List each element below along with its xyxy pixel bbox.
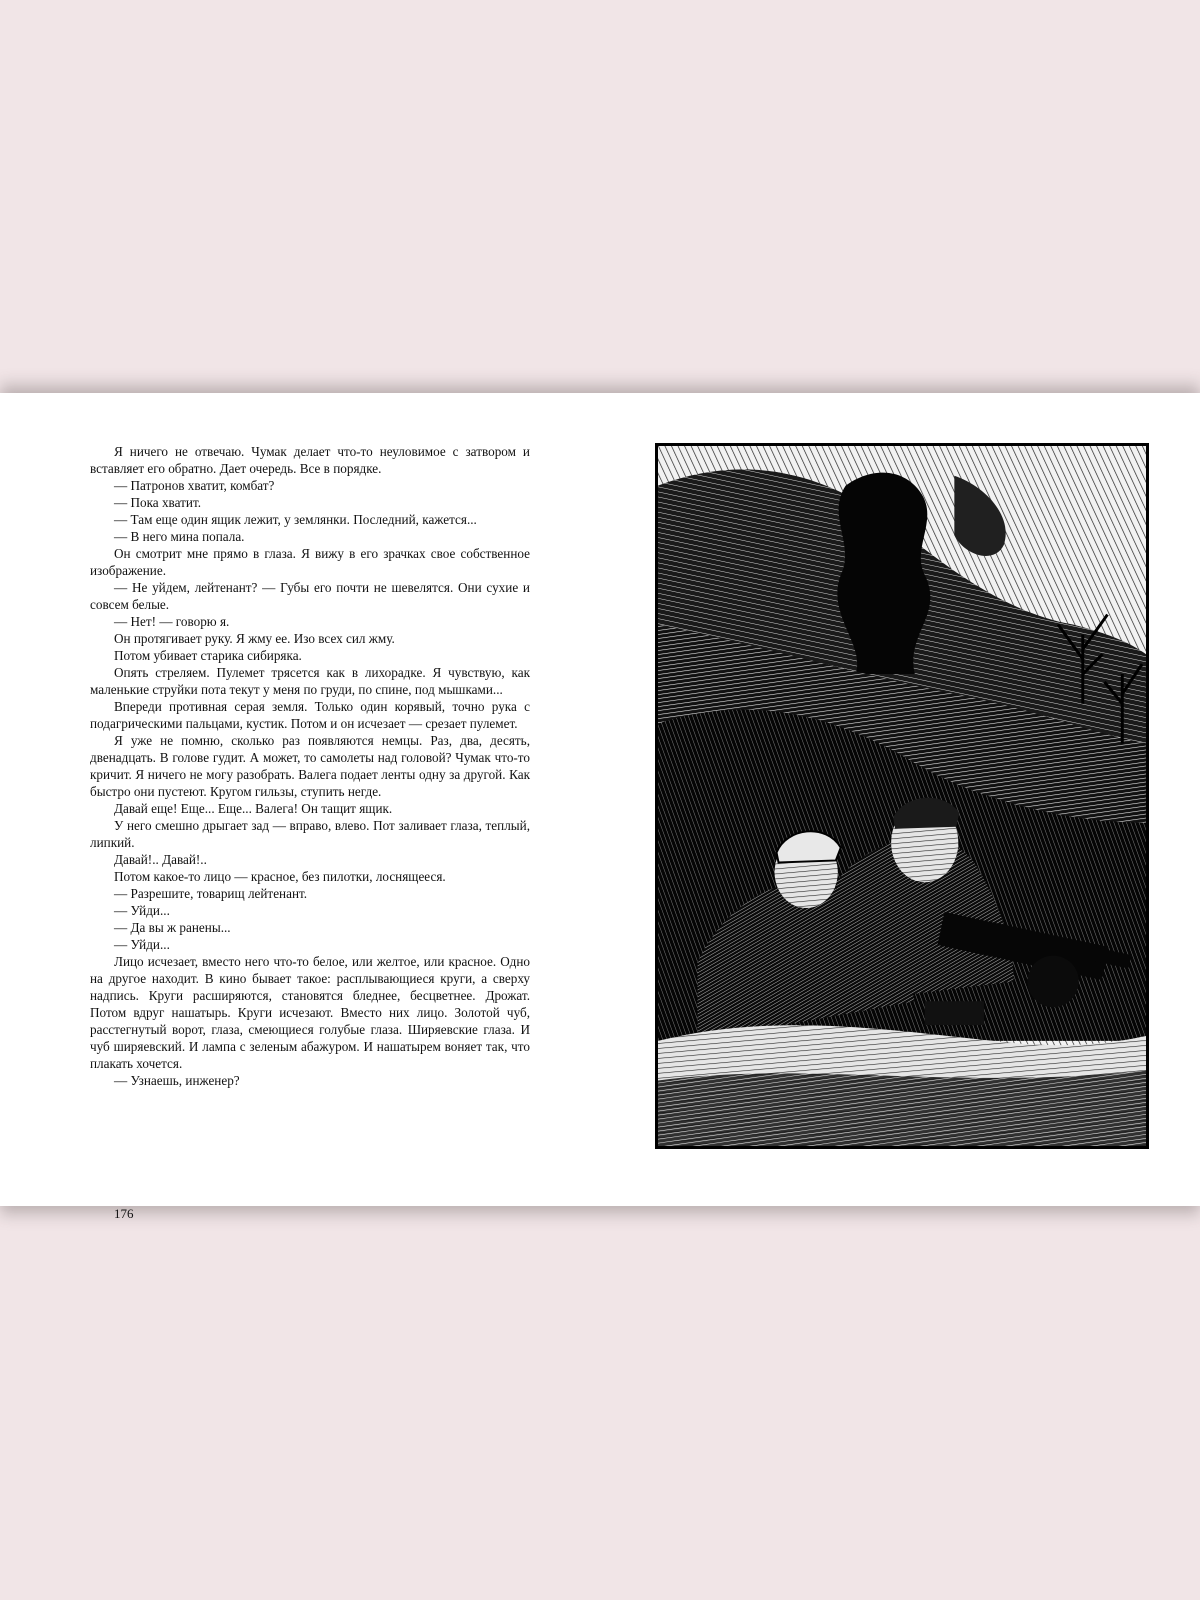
paragraph: — Уйди...: [114, 937, 170, 952]
paragraph: Потом какое-то лицо — красное, без пилотки, лоснящееся.: [114, 869, 446, 884]
woodcut-illustration: [655, 443, 1149, 1149]
paragraph: — Да вы ж ранены...: [114, 920, 231, 935]
trench-machine-gun-illustration: [658, 446, 1146, 1146]
paragraph: — В него мина попала.: [114, 529, 245, 544]
paragraph: Давай еще! Еще... Еще... Валега! Он тащит ящик.: [114, 801, 393, 816]
paragraph: — Патронов хватит, комбат?: [114, 478, 275, 493]
paragraph: — Там еще один ящик лежит, у землянки. Последний, кажется...: [114, 512, 477, 527]
book-spread: [0, 393, 1200, 1221]
paragraph: — Нет! — говорю я.: [114, 614, 230, 629]
paragraph: Потом убивает старика сибиряка.: [114, 648, 302, 663]
paragraph: Впереди противная серая земля. Только один корявый, точно рука с подагрическими пальцами, кустик. Потом и он исчезает — срезает пулемет.: [90, 699, 530, 731]
paragraph: — Разрешите, товарищ лейтенант.: [114, 886, 308, 901]
paragraph: Он смотрит мне прямо в глаза. Я вижу в его зрачках свое собственное изображение.: [90, 546, 530, 578]
paragraph: Я ничего не отвечаю. Чумак делает что-то неуловимое с затвором и вставляет его обратно. Дает очередь. Все в порядке.: [90, 444, 530, 476]
paragraph: Я уже не помню, сколько раз появляются немцы. Раз, два, десять, двенадцать. В голове гудит. А может, то самолеты над головой? Чумак что-то кричит. Я ничего не могу разобрать. Валега подает ленты одну за другой. Как быстро они пустеют. Кругом гильзы, ступить негде.: [90, 733, 530, 799]
paragraph: Лицо исчезает, вместо него что-то белое, или желтое, или красное. Одно на другое находит. В кино бывает такое: расплывающиеся круги, а сверху надпись. Круги расширяются, становятся бледнее, бесцветнее. Дрожат. Потом вдруг нашатырь. Круги исчезают. Вместо них лицо. Золотой чуб, расстегнутый ворот, глаза, смеющиеся голубые глаза. Ширяевские глаза. И чуб ширяевский. И лампа с зеленым абажуром. И нашатырем воняет так, что плакать хочется.: [90, 954, 530, 1071]
paragraph: Опять стреляем. Пулемет трясется как в лихорадке. Я чувствую, как маленькие струйки пота текут у меня по груди, по спине, под мышками...: [90, 665, 530, 697]
paragraph: Он протягивает руку. Я жму ее. Изо всех сил жму.: [114, 631, 395, 646]
paragraph: — Пока хватит.: [114, 495, 202, 510]
page-number: 176: [114, 1206, 134, 1221]
paragraph: Давай!.. Давай!..: [114, 852, 207, 867]
paragraph: — Уйди...: [114, 903, 170, 918]
paragraph: — Не уйдем, лейтенант? — Губы его почти не шевелятся. Они сухие и совсем белые.: [90, 580, 530, 612]
paragraph: — Узнаешь, инженер?: [114, 1073, 240, 1088]
text-page: [90, 443, 530, 1221]
paragraph: У него смешно дрыгает зад — вправо, влево. Пот заливает глаза, теплый, липкий.: [90, 818, 530, 850]
